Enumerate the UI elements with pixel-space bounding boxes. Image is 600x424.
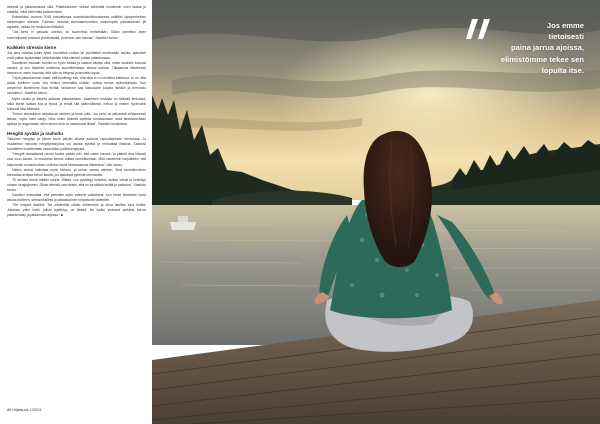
- body-paragraph: Myös ulkoilu ja liikunta auttavat palautumaan. Saarikiven mukaan on tärkeää tiedostaa, mikä itselle tuottaa iloa ja lepoa, ja tehdä sitä säännöllisesti. Kehon ja mielen hyvinvointi kulkevat käsi kädessä.: [7, 96, 146, 111]
- body-paragraph: ”Ei tarvitse tehdä mitään suurta. Riittää, kun pysähtyy hetkeksi, sulkee silmät ja keskittyy omaan hengitykseen. Silloin elimistö saa viestin, että on turvallista levätä ja palautua”, Saarikivi kertoo.: [7, 177, 146, 192]
- pull-quote-line: Jos emme: [546, 21, 584, 30]
- body-paragraph: Saarikiven mukaan monilla on hyvin tarkka ja vaativa käsitys siitä, miten asioiden kuuluisi mennä, ja kun käytäntö poikkeaa suunnitelmasta, stressi kasvaa. Tällaisessa tilanteessa ihminen ei usein huomaa, että hän on väsynyt ja tarvitsisi lepoa.: [7, 60, 146, 76]
- article-text-column: [0, 0, 152, 424]
- body-paragraph: stressiä ja palautumassa siitä. Pitkäkestoinen stressi vähentää muutenkin unen laatua ja määrää, mikä heikentää palautumista.: [7, 5, 146, 15]
- body-paragraph: Mielen stressi vaikuttaa myös kehoon, ja kehon stressi mieleen. Siksi rauhoittuminen kannattaa aloittaa kehon kautta, jos ajatukset pyörivät kierroksilla.: [7, 167, 146, 177]
- body-paragraph: ”Hyvä palautuminen vaatii, että hyväksyy sen, että aina ei voi onnistua kaikessa. Jo se, että antaa itselleen luvan olla hetken tekemättä mitään, auttaa kehoa rauhoittumaan. Kun annamme itsellemme tilaa levätä, kehomme saa tilaisuuden korjata itseään ja hermosto rauhoittuu”, Saarikivi sanoo.: [7, 76, 146, 96]
- section-heading: Hengitä syvään ja rauhoitu: [7, 131, 63, 137]
- pull-quote: [466, 20, 584, 76]
- body-paragraph: ”Ole lempeä itsellesi. Tee mielestäsi vähän vähemmän ja anna itsellesi lupa levätä. Jokainen pieni hetki, jolloin pysähtyy, on tärkeä. Ne kaikki yhdessä auttavat kehoa palautumaan ja jaksamaan arjessa.” ■: [7, 203, 146, 218]
- quote-mark-icon: [466, 17, 494, 41]
- body-paragraph: ”Jos keho ei palaudu unessa, se kuormittuu entisestään. Silloin pienetkin arjen kommellukset tuntuvat ylivoimaisilta, ja stressi vain kasvaa”, Saarikivi kertoo.: [7, 30, 146, 40]
- pull-quote-line: tietoisesti: [548, 32, 584, 42]
- body-paragraph: ”Hengitä rauhallisesti nenän kautta sisään niin, että vatsa nousee, ja päästä ilma hitaasti ulos suun kautta. Jo muutama kierros auttaa rauhoittumaan. Mitä useammin harjoittelee, sitä helpommin rentoutuminen onnistuu myös stressaavissa tilanteissa”, hän sanoo.: [7, 152, 146, 167]
- pull-quote-line: lopulta itse.: [541, 65, 584, 75]
- section-heading: Kaikkein stressin kierre: [7, 44, 57, 50]
- body-paragraph: Tietoinen hengitys ja pienet tauot päivän aikana auttavat rauhoittamaan hermostoa. Jo muutaman minuutin hengitysharjoitus voi laskea sykettä ja rentouttaa lihaksia. Saarikivi suosittelee kokeilemaan esimerkiksi palleahengitystä.: [7, 137, 146, 152]
- pull-quote-line: paina jarrua ajoissa,: [510, 43, 584, 53]
- body-paragraph: Jos aina odottaa jotain työtä, kuuntelee uutisia tai pyörittelee mielessään asioita, ajatukset eivät pääse lepäämään hetkeksikään eikä elimistö pääse palautumaan.: [7, 50, 146, 60]
- page-footer: 86 Hiljaisuus 1/2024: [7, 408, 42, 412]
- body-paragraph: ”Kehon stressitasot heijastuvat mieleen ja toisin päin. Jos keho on jatkuvasti virittyneessä tilassa, myös mieli väsyy. Siksi onkin tärkeää opetella tunnistamaan omia stressioireitaan ajoissa ja reagoimaan niihin ennen kuin ne kasautuvat liiaksi”, Saarikivi muistuttaa.: [7, 111, 146, 126]
- body-paragraph: Esimerkiksi vuonna 2018 toteutetussa suomalaistutkimuksessa tutkittiin lapsiperheiden vanhempien stressiä. Tulosten mukaan stressaantuneiden vanhempien palautuminen jäi vajaaksi, vaikka he nukkuivat riittävästi.: [7, 15, 146, 30]
- pull-quote-line: elimistömme tekee sen: [500, 54, 584, 64]
- body-paragraph: Saarikivi muistuttaa, että pienetkin arjen valinnat vaikuttavat. Kun tekee tietoisesti hyviä asioita itselleen, stressinhallinta ja palautuminen helpottuvat vähitellen.: [7, 193, 146, 203]
